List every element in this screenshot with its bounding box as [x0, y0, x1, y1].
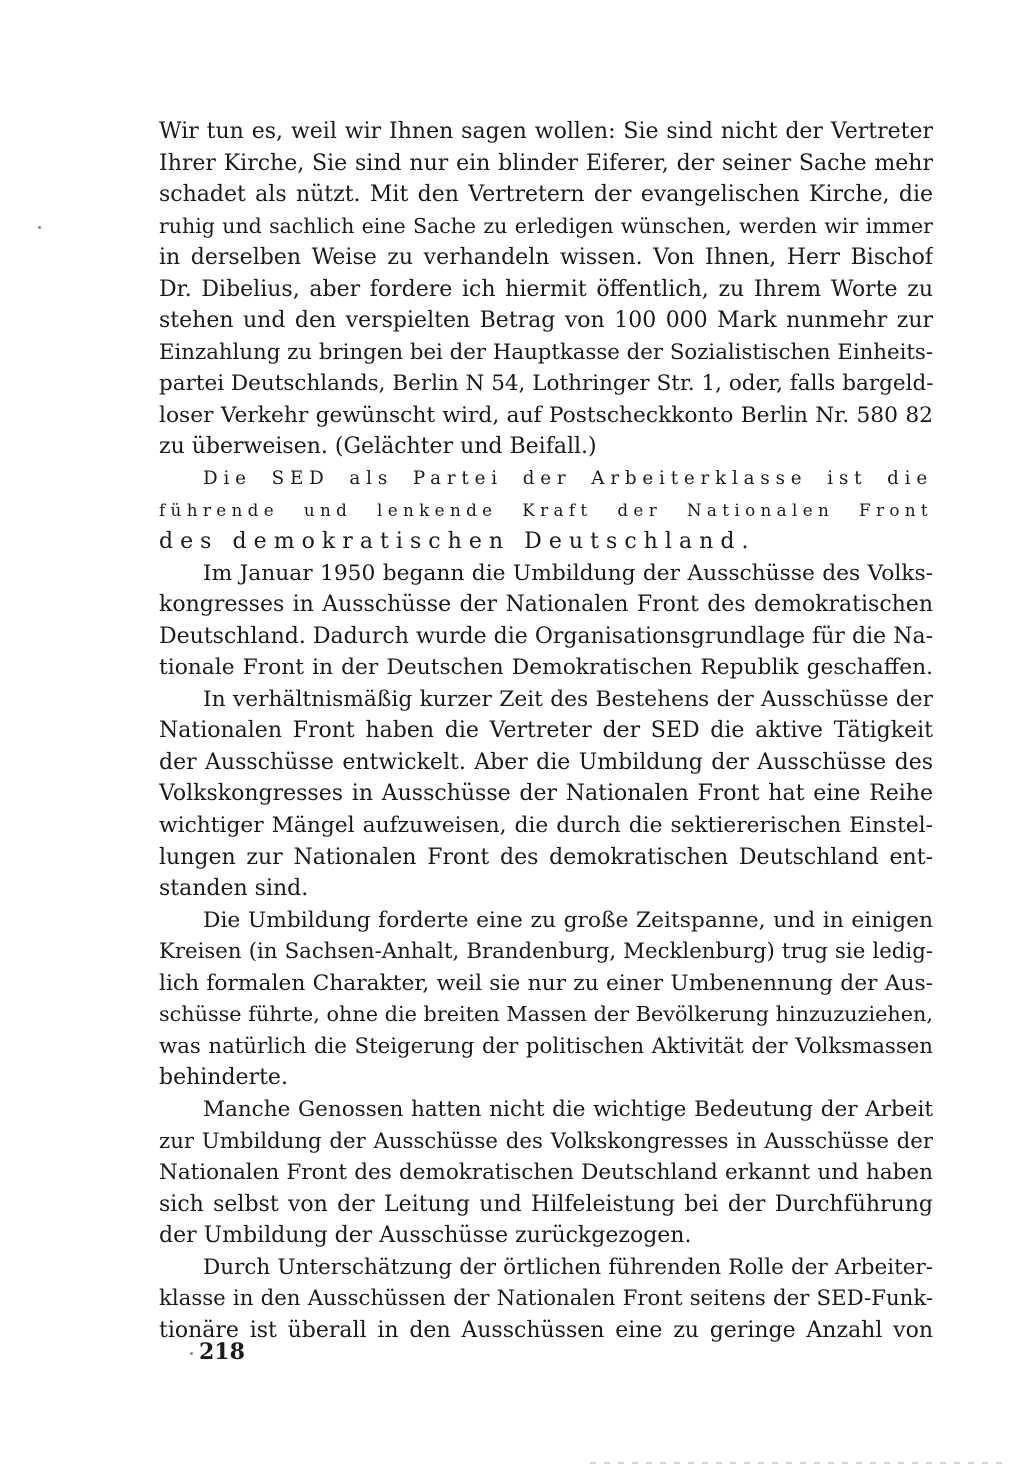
text-line: schüsse führte, ohne die breiten Massen der Bevölkerung hinzuzuziehen, — [159, 1002, 933, 1027]
text-line: Dr. Dibelius, aber fordere ich hiermit öffentlich, zu Ihrem Worte zu — [159, 276, 933, 302]
text-line: klasse in den Ausschüssen der Nationalen Front seitens der SED-Funk- — [159, 1286, 933, 1312]
text-line: der Ausschüsse entwickelt. Aber die Umbildung der Ausschüsse des — [159, 749, 933, 775]
text-line: zur Umbildung der Ausschüsse des Volkskongresses in Ausschüsse der — [159, 1128, 933, 1154]
text-line: In verhältnismäßig kurzer Zeit des Bestehens der Ausschüsse der — [203, 686, 933, 712]
text-line: was natürlich die Steigerung der politischen Aktivität der Volksmassen — [159, 1033, 933, 1059]
text-line: der Umbildung der Ausschüsse zurückgezogen. — [159, 1223, 692, 1249]
text-line: Einzahlung zu bringen bei der Hauptkasse der Sozialistischen Einheits- — [159, 339, 933, 365]
scan-speck — [38, 226, 41, 229]
text-line: standen sind. — [159, 876, 309, 902]
text-line: behinderte. — [159, 1065, 288, 1091]
text-line: lungen zur Nationalen Front des demokratischen Deutschland ent- — [159, 844, 933, 870]
text-line: loser Verkehr gewünscht wird, auf Postscheckkonto Berlin Nr. 580 82 — [159, 402, 933, 428]
scan-edge-noise — [590, 1462, 1010, 1464]
text-line: in derselben Weise zu verhandeln wissen. Von Ihnen, Herr Bischof — [159, 245, 933, 271]
text-line: tionäre ist überall in den Ausschüssen eine zu geringe Anzahl von — [159, 1317, 933, 1343]
text-line: sich selbst von der Leitung und Hilfeleistung bei der Durchführung — [159, 1191, 933, 1217]
text-line: Die SED als Partei der Arbeiterklasse ist die — [203, 468, 933, 490]
text-line: Durch Unterschätzung der örtlichen führenden Rolle der Arbeiter- — [203, 1254, 933, 1280]
text-line: Nationalen Front haben die Vertreter der SED die aktive Tätigkeit — [159, 718, 933, 744]
text-line: ruhig und sachlich eine Sache zu erledigen wünschen, werden wir immer — [159, 213, 933, 238]
text-line: partei Deutschlands, Berlin N 54, Lothringer Str. 1, oder, falls bargeld- — [159, 371, 933, 397]
text-line: kongresses in Ausschüsse der Nationalen Front des demokratischen — [159, 592, 933, 618]
text-line: Nationalen Front des demokratischen Deutschland erkannt und haben — [159, 1160, 933, 1186]
text-line: Im Januar 1950 begann die Umbildung der Ausschüsse des Volks- — [203, 560, 933, 586]
text-line: Volkskongresses in Ausschüsse der Nationalen Front hat eine Reihe — [159, 781, 933, 807]
text-line: zu überweisen. (Gelächter und Beifall.) — [159, 434, 597, 460]
text-line: Deutschland. Dadurch wurde die Organisationsgrundlage für die Na- — [159, 623, 933, 649]
text-line: Kreisen (in Sachsen-Anhalt, Brandenburg, Mecklenburg) trug sie ledig- — [159, 939, 933, 965]
text-line: Wir tun es, weil wir Ihnen sagen wollen: Sie sind nicht der Vertreter — [159, 119, 933, 144]
text-line: führende und lenkende Kraft der Nationalen Front — [159, 499, 933, 520]
text-line: stehen und den verspielten Betrag von 100 000 Mark nunmehr zur — [159, 308, 933, 334]
text-line: Manche Genossen hatten nicht die wichtige Bedeutung der Arbeit — [203, 1096, 933, 1122]
text-line: schadet als nützt. Mit den Vertretern der evangelischen Kirche, die — [159, 182, 933, 208]
text-line: tionale Front in der Deutschen Demokratischen Republik geschaffen. — [159, 655, 933, 681]
text-line: des demokratischen Deutschland. — [159, 529, 756, 555]
text-line: lich formalen Charakter, weil sie nur zu einer Umbenennung der Aus- — [159, 970, 933, 996]
text-line: Ihrer Kirche, Sie sind nur ein blinder Eiferer, der seiner Sache mehr — [159, 150, 933, 176]
scan-speck — [190, 1352, 193, 1355]
text-line: wichtiger Mängel aufzuweisen, die durch die sektiererischen Einstel- — [159, 813, 933, 839]
page-number: 218 — [199, 1339, 245, 1365]
page-text-body — [159, 116, 933, 1346]
text-line: Die Umbildung forderte eine zu große Zeitspanne, und in einigen — [203, 907, 933, 933]
